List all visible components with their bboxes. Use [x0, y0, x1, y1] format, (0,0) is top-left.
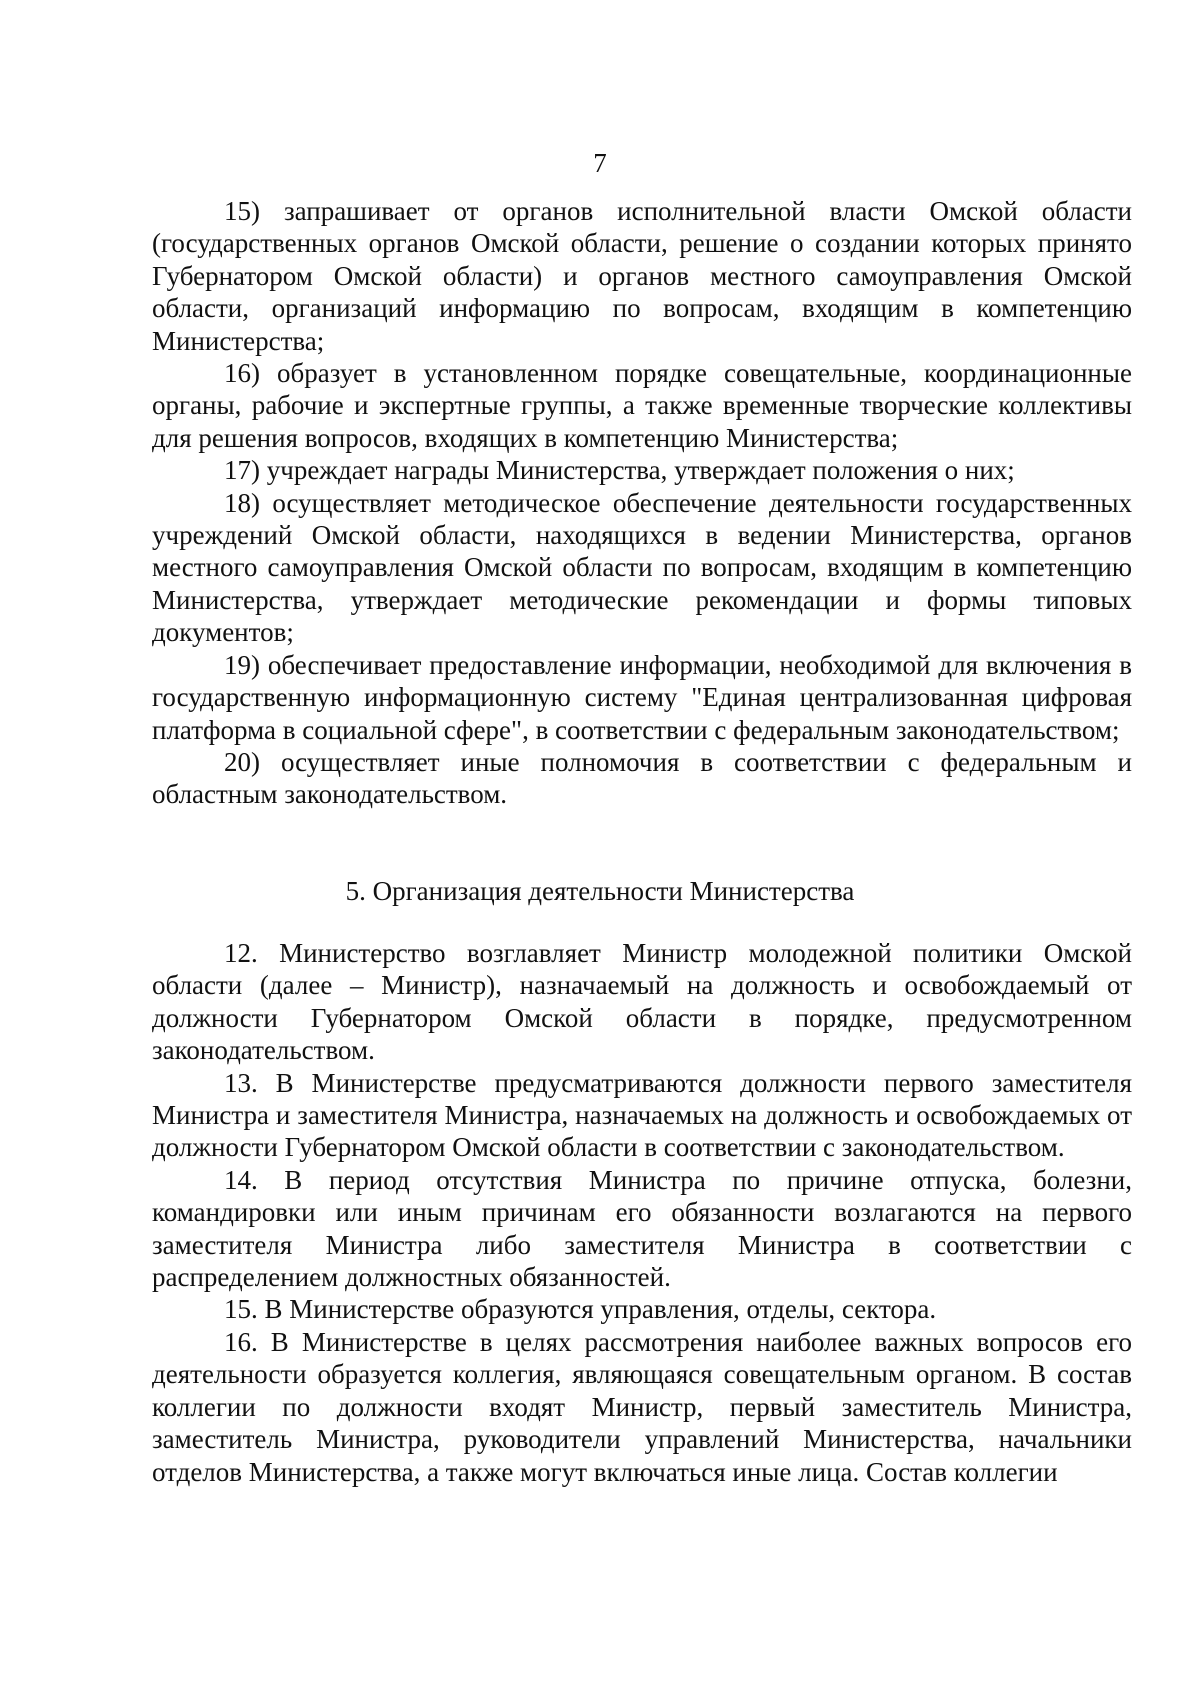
clause-paragraph: 14. В период отсутствия Министра по причине отпуска, болезни, командировки или иным причинам его обязанности возлагаются на первого заместителя Министра либо заместителя Министра в соответствии с распределением должностных обязанностей. [152, 1164, 1132, 1293]
clause-paragraph: 13. В Министерстве предусматриваются должности первого заместителя Министра и заместителя Министра, назначаемых на должность и освобождаемых от должности Губернатором Омской области в соответствии с законодательством. [152, 1067, 1132, 1163]
section-heading: 5. Организация деятельности Министерства [345, 876, 855, 906]
list-item: 15) запрашивает от органов исполнительной власти Омской области (государственных органов Омской области, решение о создании которых принято Губернатором Омской области) и органов местного самоуправления Омской области, организаций информацию по вопросам, входящим в компетенцию Министерства; [152, 196, 1132, 356]
list-item: 20) осуществляет иные полномочия в соответствии с федеральным и областным законодательством. [152, 746, 1132, 810]
powers-list [152, 195, 1132, 811]
page-number: 7 [593, 148, 607, 178]
clause-paragraph: 16. В Министерстве в целях рассмотрения наиболее важных вопросов его деятельности образуется коллегия, являющаяся совещательным органом. В состав коллегии по должности входят Министр, первый заместитель Министра, заместитель Министра, руководители управлений Министерства, начальники отделов Министерства, а также могут включаться иные лица. Состав коллегии [152, 1326, 1132, 1487]
list-item: 17) учреждает награды Министерства, утверждает положения о них; [224, 455, 1015, 486]
list-item: 18) осуществляет методическое обеспечение деятельности государственных учреждений Омской области, находящихся в ведении Министерства, органов местного самоуправления Омской области по вопросам, входящим в компетенцию Министерства, утверждает методические рекомендации и формы типовых документов; [152, 487, 1132, 648]
clause-paragraph: 12. Министерство возглавляет Министр молодежной политики Омской области (далее – Министр), назначаемый на должность и освобождаемый от должности Губернатором Омской области в порядке, предусмотренном законодательством. [152, 938, 1132, 1066]
clause-paragraph: 15. В Министерстве образуются управления, отделы, сектора. [224, 1294, 937, 1325]
organization-clauses [152, 937, 1132, 1488]
list-item: 16) образует в установленном порядке совещательные, координационные органы, рабочие и экспертные группы, а также временные творческие коллективы для решения вопросов, входящих в компетенцию Министерства; [152, 358, 1132, 453]
list-item: 19) обеспечивает предоставление информации, необходимой для включения в государственную информационную систему "Единая централизованная цифровая платформа в социальной сфере", в соответствии с федеральным законодательством; [152, 649, 1132, 745]
